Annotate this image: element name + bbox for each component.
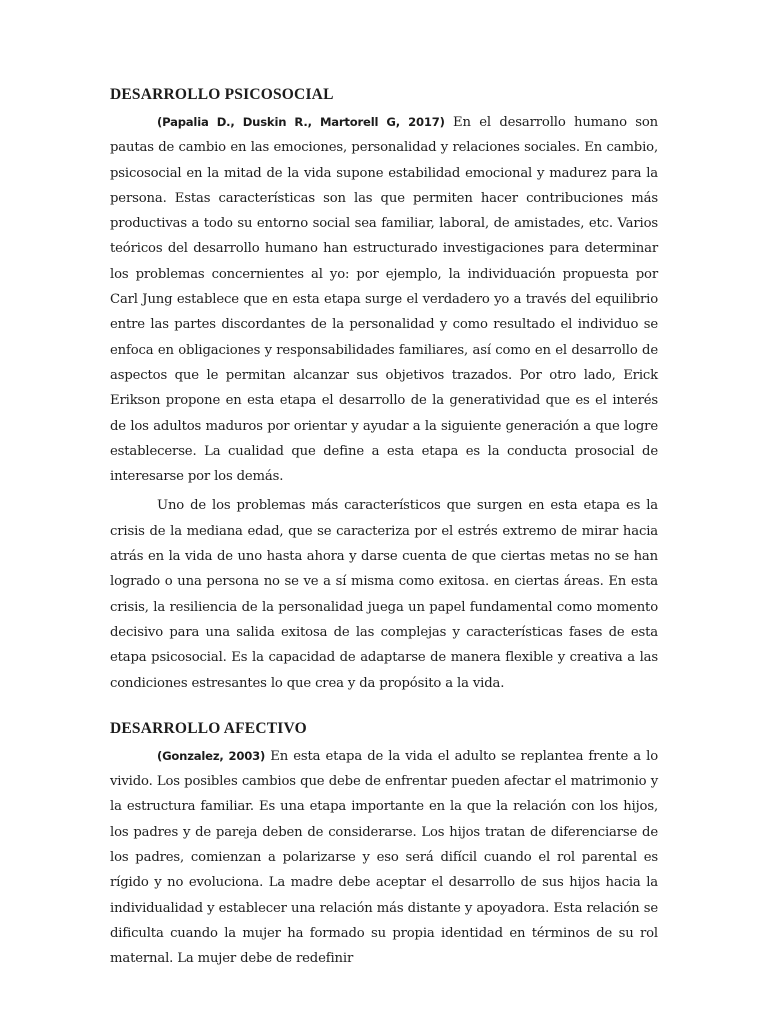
- paragraph-text: En el desarrollo humano son pautas de cambio en las emociones, personalidad y relaciones sociales. En cambio, psicosocial en la mitad de la vida supone estabilidad emocional y madurez para la persona. Estas características son las que permiten hacer contribuciones más productivas a todo su entorno social sea familiar, laboral, de amistades, etc. Varios teóricos del desarrollo humano han estructurado investigaciones para determinar los problemas concernientes al yo: por ejemplo, la individuación propuesta por Carl Jung establece que en esta etapa surge el verdadero yo a través del equilibrio entre las partes discordantes de la personalidad y como resultado el individuo se enfoca en obligaciones y responsabilidades familiares, así como en el desarrollo de aspectos que le permitan alcanzar sus objetivos trazados. Por otro lado, Erick Erikson propone en esta etapa el desarrollo de la generatividad que es el interés de los adultos maduros por orientar y ayudar a la siguiente generación a que logre establecerse. La cualidad que define a esta etapa es la conducta prosocial de interesarse por los demás.: [110, 115, 659, 485]
- citation-papalia: (Papalia D., Duskin R., Martorell G, 2017): [157, 115, 445, 129]
- paragraph-afectivo-1: [110, 744, 658, 972]
- paragraph-psicosocial-2: Uno de los problemas más característicos que surgen en esta etapa es la crisis de la mediana edad, que se caracteriza por el estrés extremo de mirar hacia atrás en la vida de uno hasta ahora y darse cuenta de que ciertas metas no se han logrado o una persona no se ve a sí misma como exitosa. en ciertas áreas. En esta crisis, la resiliencia de la personalidad juega un papel fundamental como momento decisivo para una salida exitosa de las complejas y características fases de esta etapa psicosocial. Es la capacidad de adaptarse de manera flexible y creativa a las condiciones estresantes lo que crea y da propósito a la vida.: [110, 498, 658, 691]
- citation-gonzalez: (Gonzalez, 2003): [157, 748, 266, 763]
- section-heading-afectivo: DESARROLLO AFECTIVO: [110, 719, 307, 737]
- section-heading-psicosocial: DESARROLLO PSICOSOCIAL: [110, 86, 334, 103]
- paragraph-psicosocial-1: [110, 110, 658, 489]
- paragraph-text: En esta etapa de la vida el adulto se replantea frente a lo vivido. Los posibles cambios que debe de enfrentar pueden afectar el matrimonio y la estructura familiar. Es una etapa importante en la que la relación con los hijos, los padres y de pareja deben de considerarse. Los hijos tratan de diferenciarse de los padres, comienzan a polarizarse y eso será difícil cuando el rol parental es rígido y no evoluciona. La madre debe aceptar el desarrollo de sus hijos hacia la individualidad y establecer una relación más distante y apoyadora. Esta relación se dificulta cuando la mujer ha formado su propia identidad en términos de su rol maternal. La mujer debe de redefinir: [110, 748, 658, 967]
